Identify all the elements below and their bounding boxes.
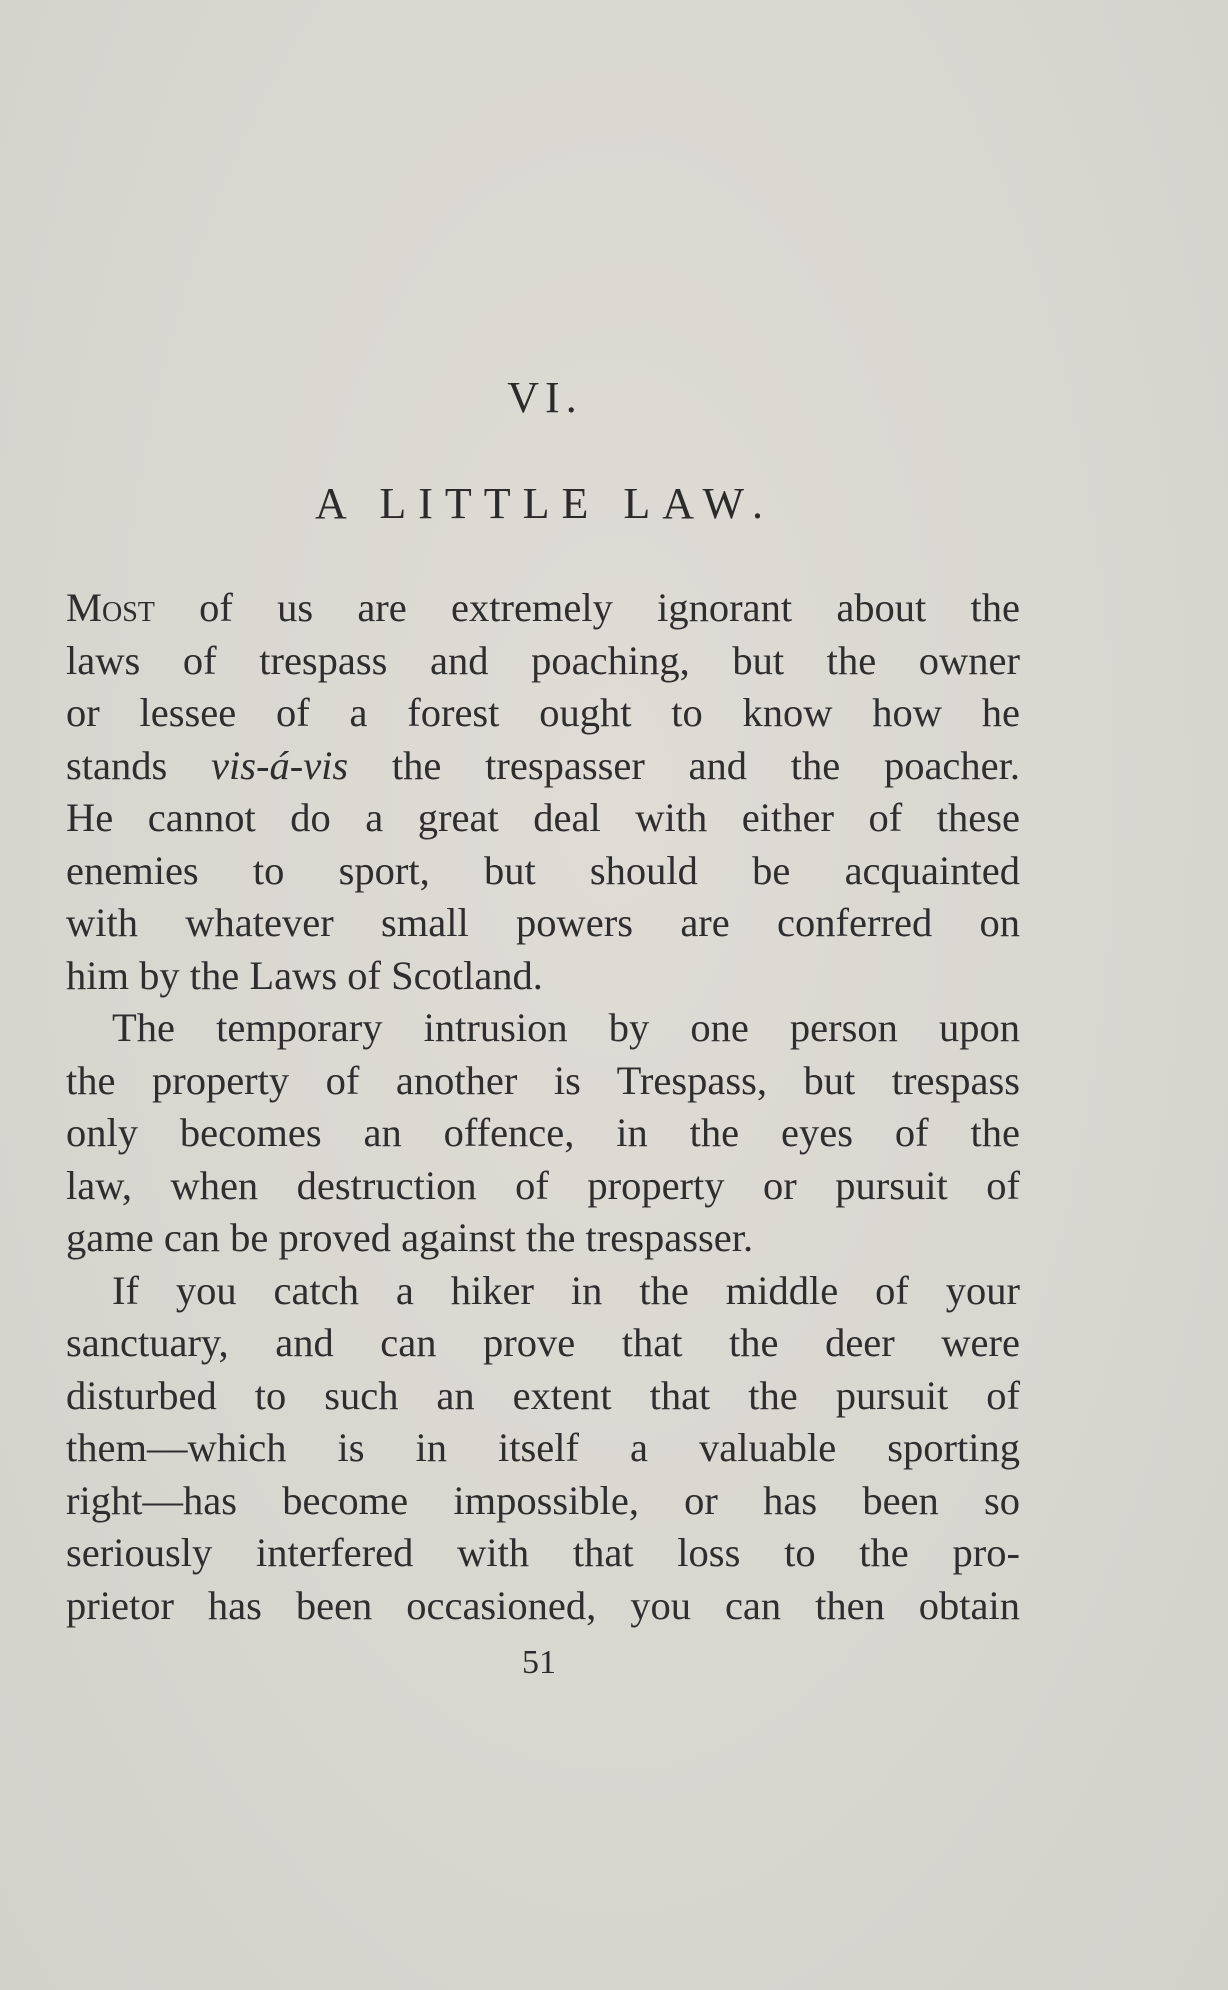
paragraph: [66, 1002, 1020, 1265]
paragraph: [66, 582, 1020, 1002]
text-line: sanctuary, and can prove that the deer were: [66, 1320, 1020, 1365]
body-text: [66, 582, 1020, 1632]
text-line: him by the Laws of Scotland.: [66, 952, 543, 998]
text-line: seriously interfered with that loss to the pro-: [66, 1530, 1020, 1575]
chapter-title: A LITTLE LAW.: [314, 479, 775, 528]
text-line: the property of another is Trespass, but trespass: [66, 1057, 1020, 1103]
text-line: with whatever small powers are conferred on: [66, 900, 1020, 945]
text-line: them—which is in itself a valuable sporting: [66, 1425, 1020, 1470]
text-line: laws of trespass and poaching, but the owner: [66, 637, 1020, 683]
text-line: He cannot do a great deal with either of these: [66, 795, 1020, 840]
text-line: right—has become impossible, or has been so: [66, 1477, 1020, 1523]
text-line: The temporary intrusion by one person upon: [112, 1005, 1020, 1050]
text-line: or lessee of a forest ought to know how he: [66, 690, 1020, 735]
lead-word: Most: [66, 585, 155, 630]
text-line: disturbed to such an extent that the pursuit of: [66, 1372, 1020, 1418]
page-number: 51: [522, 1644, 556, 1681]
text-line: Most of us are extremely ignorant about the: [66, 585, 1020, 630]
text-line: If you catch a hiker in the middle of your: [112, 1267, 1020, 1313]
text-line: enemies to sport, but should be acquainted: [66, 847, 1020, 893]
chapter-number: VI.: [507, 373, 583, 422]
text-line: prietor has been occasioned, you can then obtain: [66, 1582, 1020, 1628]
text-line: only becomes an offence, in the eyes of the: [66, 1110, 1020, 1155]
paragraph: [66, 1265, 1020, 1633]
text-line: law, when destruction of property or pursuit of: [66, 1162, 1020, 1208]
italic-phrase: vis-á-vis: [210, 742, 349, 788]
text-line: game can be proved against the trespasser.: [66, 1215, 754, 1260]
text-line: stands vis-á-vis the trespasser and the poacher.: [66, 742, 1020, 788]
